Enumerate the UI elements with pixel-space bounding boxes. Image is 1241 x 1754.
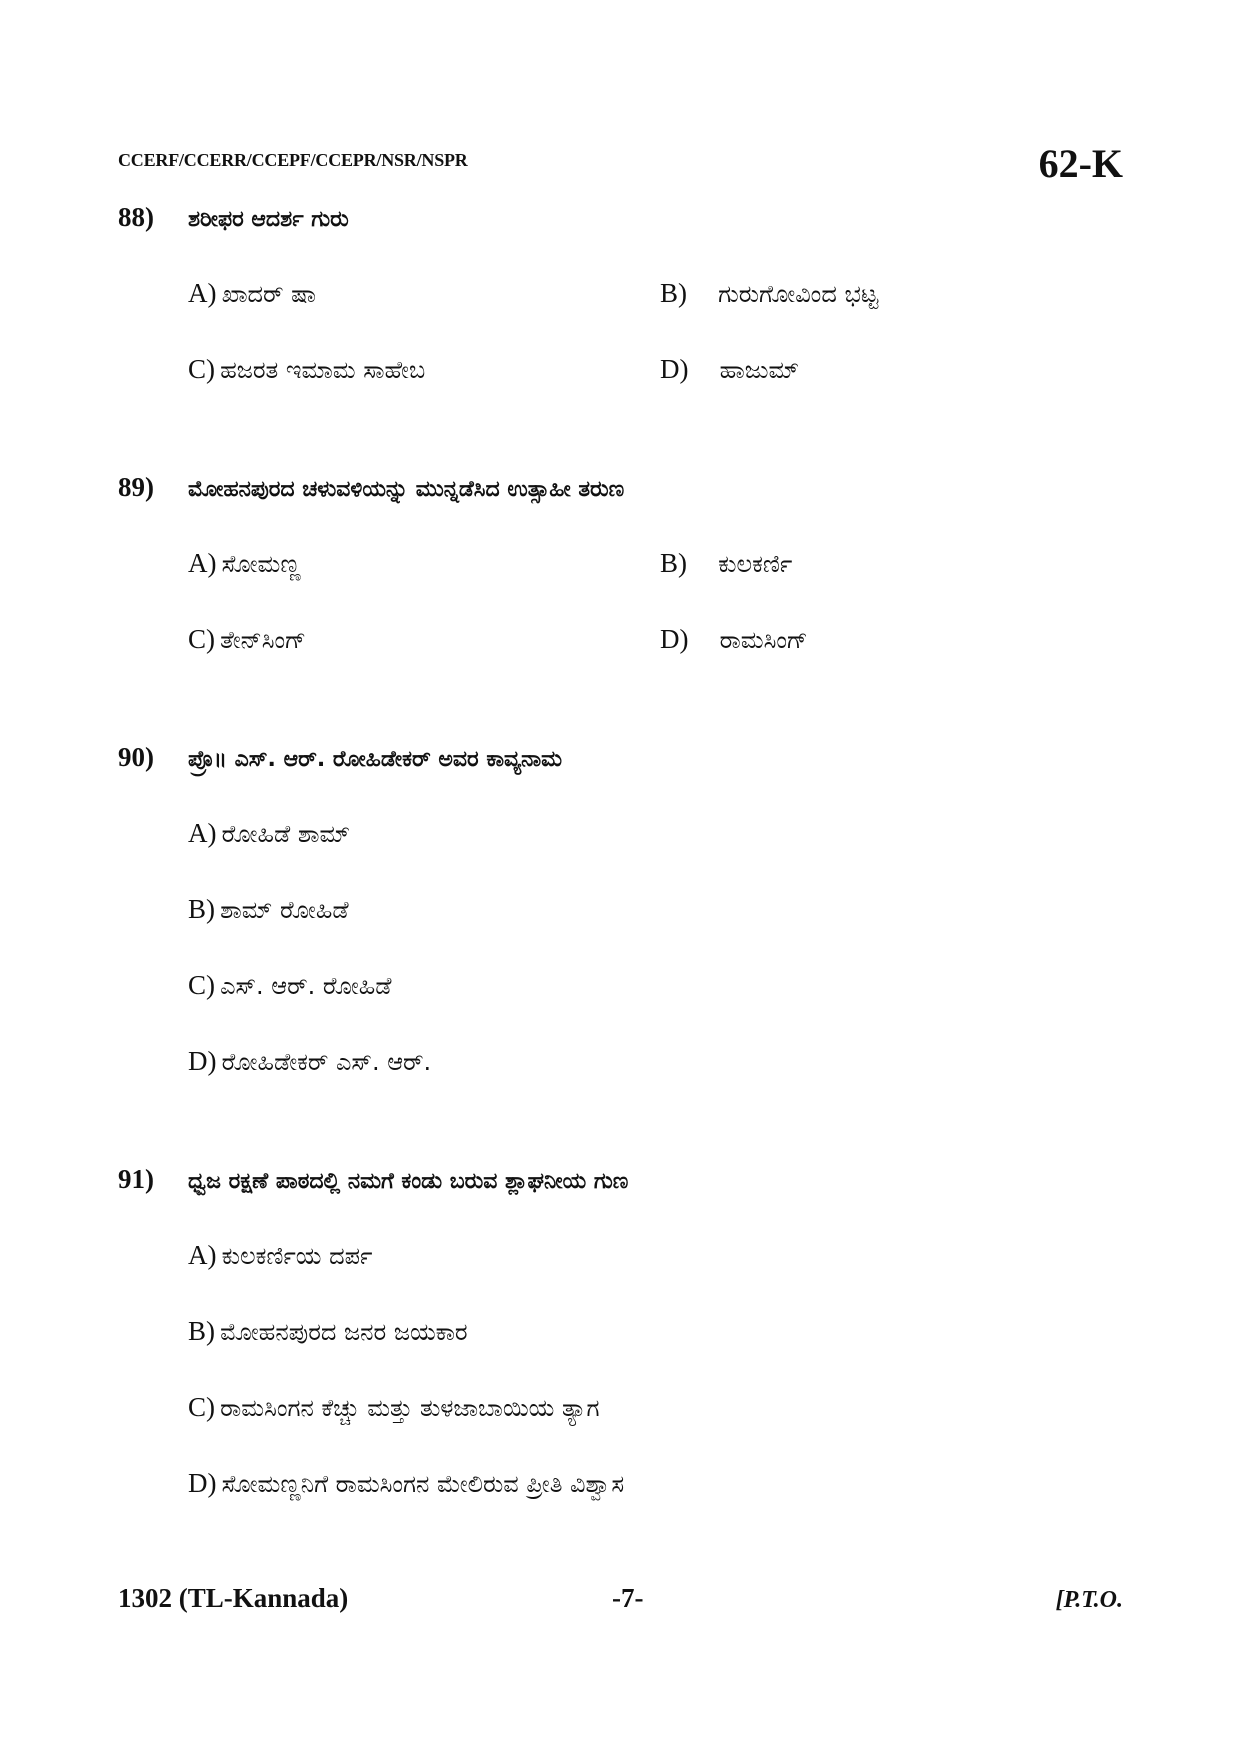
option-text: ಸೋಮಣ್ಣನಿಗೆ ರಾಮಸಿಂಗನ ಮೇಲಿರುವ ಪ್ರೀತಿ ವಿಶ್ವಾಸ xyxy=(221,1470,625,1498)
option-letter: C) xyxy=(188,624,215,654)
option-c xyxy=(188,624,306,655)
question-text: ಶರೀಫರ ಆದರ್ಶ ಗುರು xyxy=(188,207,349,232)
option-a xyxy=(188,1240,372,1271)
option-letter: B) xyxy=(660,278,687,308)
option-b xyxy=(188,1316,468,1347)
option-text: ಎಸ್. ಆರ್. ರೋಹಿಡೆ xyxy=(220,972,392,1000)
option-letter: B) xyxy=(188,894,215,924)
option-letter: D) xyxy=(660,624,689,654)
option-text: ಖಾದರ್ ಷಾ xyxy=(221,280,316,308)
option-text: ರಾಮಸಿಂಗನ ಕೆಚ್ಚು ಮತ್ತು ತುಳಜಾಬಾಯಿಯ ತ್ಯಾಗ xyxy=(220,1394,600,1422)
option-letter: D) xyxy=(660,354,689,384)
option-c xyxy=(188,354,425,385)
option-c xyxy=(188,970,391,1001)
option-letter: A) xyxy=(188,818,217,848)
question-text: ಪ್ರೊ॥ ಎಸ್. ಆರ್. ರೋಹಿಡೇಕರ್ ಅವರ ಕಾವ್ಯನಾಮ xyxy=(188,747,563,772)
option-text: ತೇನ್‌ಸಿಂಗ್ xyxy=(220,626,306,654)
option-b xyxy=(188,894,349,925)
option-text: ರಾಮಸಿಂಗ್ xyxy=(719,626,808,654)
option-text: ಗುರುಗೋವಿಂದ ಭಟ್ಟ xyxy=(718,280,879,308)
option-letter: C) xyxy=(188,970,215,1000)
option-text: ಶಾಮ್ ರೋಹಿಡೆ xyxy=(220,896,349,924)
option-text: ಮೋಹನಪುರದ ಜನರ ಜಯಕಾರ xyxy=(220,1318,468,1346)
option-d xyxy=(660,354,799,385)
option-text: ಕುಲಕರ್ಣಿ xyxy=(718,550,793,578)
option-text: ರೋಹಿಡೇಕರ್ ಎಸ್. ಆರ್. xyxy=(221,1048,432,1076)
option-a xyxy=(188,278,316,309)
option-d xyxy=(188,1046,431,1077)
option-letter: A) xyxy=(188,278,217,308)
option-a xyxy=(188,548,301,579)
option-c xyxy=(188,1392,600,1423)
page-number: -7- xyxy=(612,1583,644,1613)
option-text: ರೋಹಿಡೆ ಶಾಮ್ xyxy=(221,820,351,848)
question-number: 88) xyxy=(118,202,154,232)
option-letter: B) xyxy=(660,548,687,578)
option-letter: D) xyxy=(188,1046,217,1076)
option-b xyxy=(660,278,878,309)
option-a xyxy=(188,818,350,849)
option-text: ಹಜರತ ಇಮಾಮ ಸಾಹೇಬ xyxy=(220,356,426,384)
exam-code-header: CCERF/CCERR/CCEPF/CCEPR/NSR/NSPR xyxy=(118,150,468,170)
option-letter: D) xyxy=(188,1468,217,1498)
option-letter: A) xyxy=(188,548,217,578)
option-d xyxy=(660,624,808,655)
paper-code: 62-K xyxy=(1038,141,1123,186)
question-number: 90) xyxy=(118,742,154,772)
option-d xyxy=(188,1468,624,1499)
question-number: 89) xyxy=(118,472,154,502)
option-text: ಕುಲಕರ್ಣಿಯ ದರ್ಪ xyxy=(221,1242,373,1270)
option-text: ಸೋಮಣ್ಣ xyxy=(221,550,301,578)
option-b xyxy=(660,548,792,579)
option-letter: C) xyxy=(188,354,215,384)
booklet-code: 1302 (TL-Kannada) xyxy=(118,1583,349,1613)
option-letter: B) xyxy=(188,1316,215,1346)
option-letter: C) xyxy=(188,1392,215,1422)
question-text: ಧ್ವಜ ರಕ್ಷಣೆ ಪಾಠದಲ್ಲಿ ನಮಗೆ ಕಂಡು ಬರುವ ಶ್ಲಾಘನೀಯ ಗುಣ xyxy=(188,1169,629,1194)
question-number: 91) xyxy=(118,1164,154,1194)
please-turn-over: [P.T.O. xyxy=(1055,1587,1123,1613)
option-text: ಹಾಜುಮ್ xyxy=(719,356,800,384)
option-letter: A) xyxy=(188,1240,217,1270)
question-text: ಮೋಹನಪುರದ ಚಳುವಳಿಯನ್ನು ಮುನ್ನಡೆಸಿದ ಉತ್ಸಾಹೀ ತರುಣ xyxy=(188,477,625,502)
